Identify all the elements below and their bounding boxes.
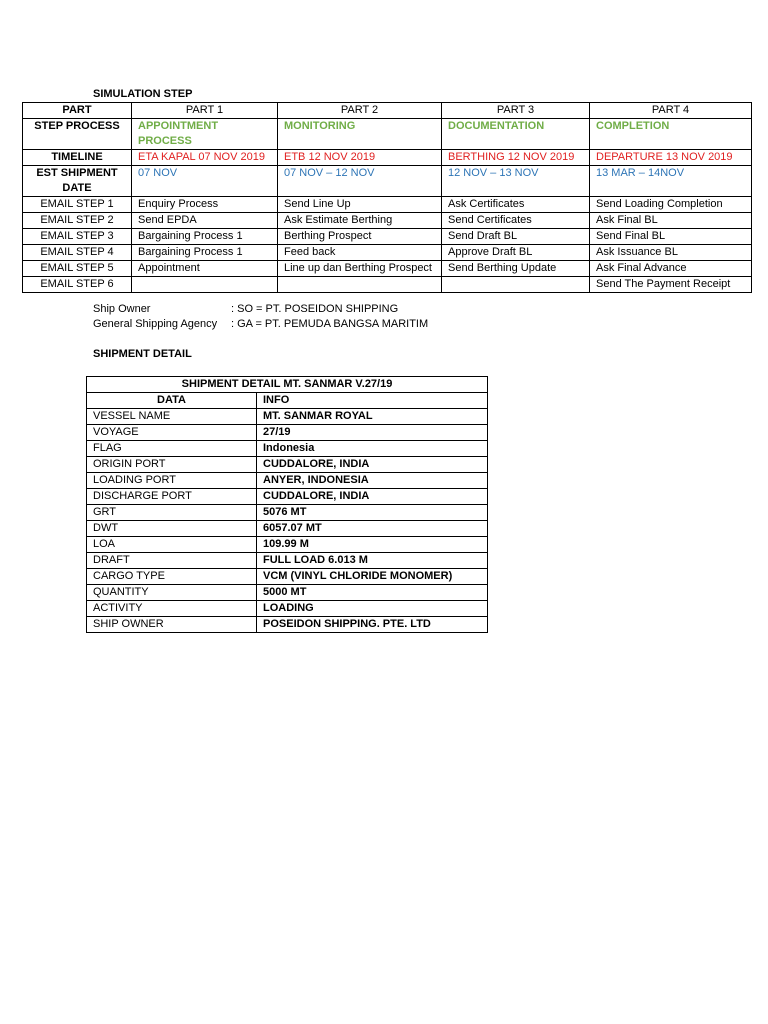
header-cell: PART 1	[132, 103, 278, 119]
legend-key: General Shipping Agency	[93, 318, 218, 330]
data-cell: VESSEL NAME	[87, 409, 257, 425]
table-cell: COMPLETION	[590, 119, 752, 150]
table-header-row	[87, 393, 488, 409]
table-row	[87, 569, 488, 585]
header-cell: INFO	[257, 393, 488, 409]
email-step-row	[23, 261, 752, 277]
data-cell: DISCHARGE PORT	[87, 489, 257, 505]
table-cell	[442, 277, 590, 293]
data-cell: QUANTITY	[87, 585, 257, 601]
table-row	[87, 425, 488, 441]
header-cell: PART 4	[590, 103, 752, 119]
data-cell: FLAG	[87, 441, 257, 457]
data-cell: ORIGIN PORT	[87, 457, 257, 473]
simulation-heading: SIMULATION STEP	[93, 88, 193, 100]
row-label	[23, 166, 132, 197]
table-cell: Line up dan Berthing Prospect	[278, 261, 442, 277]
row-label: EMAIL STEP 6	[23, 277, 132, 293]
data-cell: CARGO TYPE	[87, 569, 257, 585]
shipment-title-row	[87, 377, 488, 393]
table-cell: Ask Certificates	[442, 197, 590, 213]
row-label: EMAIL STEP 5	[23, 261, 132, 277]
table-cell: Send Berthing Update	[442, 261, 590, 277]
table-cell: Appointment	[132, 261, 278, 277]
legend-line	[93, 302, 428, 317]
table-cell: MONITORING	[278, 119, 442, 150]
row-label: EMAIL STEP 1	[23, 197, 132, 213]
table-row	[87, 537, 488, 553]
table-row	[87, 585, 488, 601]
email-step-row	[23, 197, 752, 213]
legend-key: Ship Owner	[93, 303, 151, 315]
info-cell: 27/19	[257, 425, 488, 441]
table-cell: Send Loading Completion	[590, 197, 752, 213]
email-step-row	[23, 245, 752, 261]
shipment-title: SHIPMENT DETAIL MT. SANMAR V.27/19	[87, 377, 488, 393]
table-cell: ETB 12 NOV 2019	[278, 150, 442, 166]
shipment-heading: SHIPMENT DETAIL	[93, 348, 192, 360]
row-label: EMAIL STEP 3	[23, 229, 132, 245]
legend-block	[93, 302, 428, 332]
info-cell: CUDDALORE, INDIA	[257, 457, 488, 473]
table-cell: Ask Final Advance	[590, 261, 752, 277]
table-cell: 07 NOV – 12 NOV	[278, 166, 442, 197]
table-cell: 07 NOV	[132, 166, 278, 197]
row-label: EMAIL STEP 2	[23, 213, 132, 229]
table-cell: Send Line Up	[278, 197, 442, 213]
data-cell: LOADING PORT	[87, 473, 257, 489]
table-row	[87, 457, 488, 473]
table-cell: Bargaining Process 1	[132, 229, 278, 245]
table-cell: BERTHING 12 NOV 2019	[442, 150, 590, 166]
info-cell: 6057.07 MT	[257, 521, 488, 537]
info-cell: CUDDALORE, INDIA	[257, 489, 488, 505]
table-cell: Send The Payment Receipt	[590, 277, 752, 293]
info-cell: 5000 MT	[257, 585, 488, 601]
table-cell: ETA KAPAL 07 NOV 2019	[132, 150, 278, 166]
table-cell: Ask Issuance BL	[590, 245, 752, 261]
table-cell: DOCUMENTATION	[442, 119, 590, 150]
data-cell: DRAFT	[87, 553, 257, 569]
table-cell: Send EPDA	[132, 213, 278, 229]
table-row	[87, 617, 488, 633]
email-step-row	[23, 277, 752, 293]
table-cell: 12 NOV – 13 NOV	[442, 166, 590, 197]
info-cell: 109.99 M	[257, 537, 488, 553]
table-cell: Approve Draft BL	[442, 245, 590, 261]
info-cell: LOADING	[257, 601, 488, 617]
table-cell: Feed back	[278, 245, 442, 261]
table-cell: Send Final BL	[590, 229, 752, 245]
info-cell: Indonesia	[257, 441, 488, 457]
row-label-line: DATE	[62, 182, 92, 194]
data-cell: ACTIVITY	[87, 601, 257, 617]
header-cell: DATA	[87, 393, 257, 409]
table-cell: Bargaining Process 1	[132, 245, 278, 261]
email-step-row	[23, 229, 752, 245]
step-process-row	[23, 119, 752, 150]
table-row	[87, 473, 488, 489]
data-cell: LOA	[87, 537, 257, 553]
data-cell: SHIP OWNER	[87, 617, 257, 633]
table-cell: 13 MAR – 14NOV	[590, 166, 752, 197]
row-label-line: EST SHIPMENT	[36, 167, 118, 179]
table-row	[87, 409, 488, 425]
table-cell: Send Certificates	[442, 213, 590, 229]
legend-line	[93, 317, 428, 332]
table-cell: Berthing Prospect	[278, 229, 442, 245]
table-header-row	[23, 103, 752, 119]
table-row	[87, 441, 488, 457]
table-cell: APPOINTMENT PROCESS	[132, 119, 278, 150]
data-cell: VOYAGE	[87, 425, 257, 441]
table-cell	[278, 277, 442, 293]
table-cell: Ask Final BL	[590, 213, 752, 229]
timeline-row	[23, 150, 752, 166]
table-cell: Ask Estimate Berthing	[278, 213, 442, 229]
table-row	[87, 489, 488, 505]
data-cell: GRT	[87, 505, 257, 521]
est-shipment-row	[23, 166, 752, 197]
simulation-table	[22, 102, 752, 293]
table-cell	[132, 277, 278, 293]
row-label: EMAIL STEP 4	[23, 245, 132, 261]
info-cell: POSEIDON SHIPPING. PTE. LTD	[257, 617, 488, 633]
table-row	[87, 505, 488, 521]
info-cell: VCM (VINYL CHLORIDE MONOMER)	[257, 569, 488, 585]
row-label: STEP PROCESS	[23, 119, 132, 150]
table-cell: DEPARTURE 13 NOV 2019	[590, 150, 752, 166]
row-label: TIMELINE	[23, 150, 132, 166]
table-cell: Send Draft BL	[442, 229, 590, 245]
legend-value: : SO = PT. POSEIDON SHIPPING	[231, 303, 399, 315]
info-cell: MT. SANMAR ROYAL	[257, 409, 488, 425]
info-cell: 5076 MT	[257, 505, 488, 521]
table-row	[87, 553, 488, 569]
table-row	[87, 601, 488, 617]
legend-value: : GA = PT. PEMUDA BANGSA MARITIM	[231, 318, 429, 330]
info-cell: FULL LOAD 6.013 M	[257, 553, 488, 569]
table-row	[87, 521, 488, 537]
shipment-table	[86, 376, 488, 633]
data-cell: DWT	[87, 521, 257, 537]
info-cell: ANYER, INDONESIA	[257, 473, 488, 489]
table-cell: Enquiry Process	[132, 197, 278, 213]
email-step-row	[23, 213, 752, 229]
header-cell: PART 3	[442, 103, 590, 119]
header-cell: PART	[23, 103, 132, 119]
header-cell: PART 2	[278, 103, 442, 119]
